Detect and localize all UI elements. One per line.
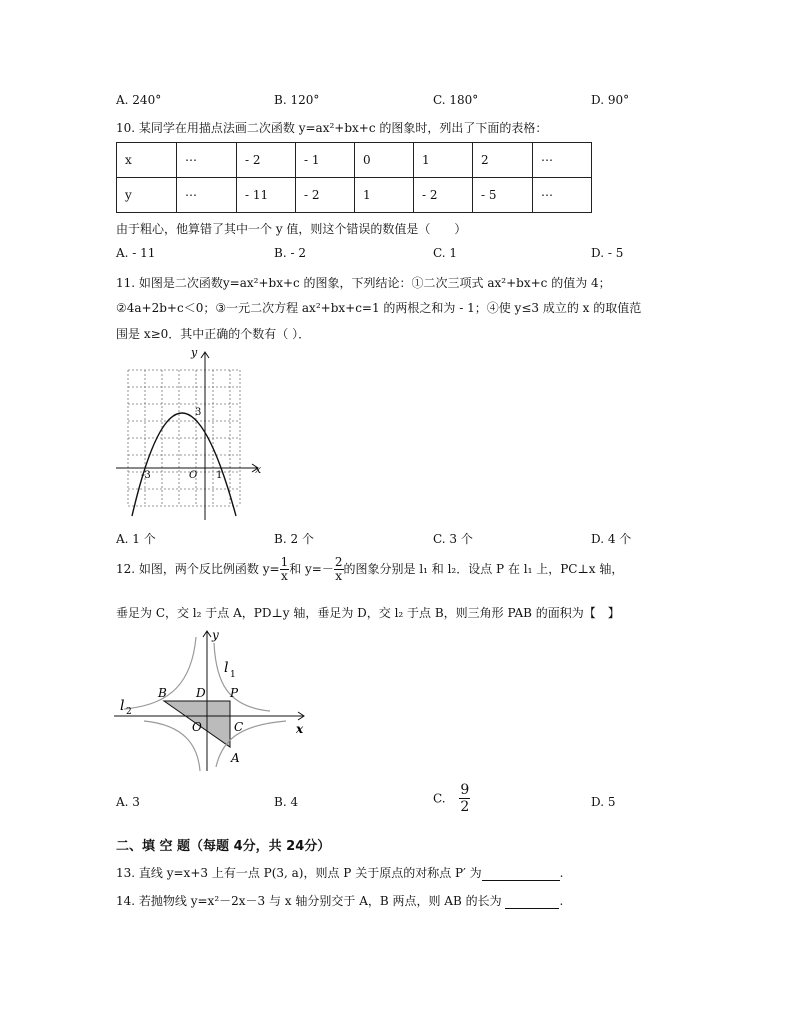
table-cell: 1 <box>355 178 414 213</box>
point-p-label: P <box>230 686 239 700</box>
fraction-denominator: 2 <box>460 799 470 815</box>
q13-text: 13. 直线 y=x+3 上有一点 P(3, a)，则点 P 关于原点的对称点 P′ 为 <box>116 866 482 880</box>
fraction-denominator: x <box>280 569 288 583</box>
table-cell: ⋯ <box>533 143 592 178</box>
q10-note: 由于粗心，他算错了其中一个 y 值，则这个错误的数值是（ ） <box>116 222 467 236</box>
section-2-title: 二、填 空 题（每题 4分，共 24分） <box>116 839 331 854</box>
q9-option-a: A. 240° <box>116 93 162 107</box>
point-b-label: B <box>158 686 167 700</box>
q10-option-d: D. - 5 <box>591 246 624 260</box>
q10-option-a: A. - 11 <box>116 246 156 260</box>
origin-label: O <box>192 720 202 734</box>
table-cell: 1 <box>414 143 473 178</box>
fraction-9-over-2 <box>459 782 470 815</box>
table-row <box>117 178 592 213</box>
q11-line-2: ②4a+2b+c＜0；③一元二次方程 ax²+bx+c=1 的两根之和为 - 1；④使 y≤3 成立的 x 的取值范 <box>116 301 642 315</box>
table-cell: y <box>117 178 177 213</box>
q12-hyperbola-graph <box>112 625 312 775</box>
q11-line-3: 围是 x≥0．其中正确的个数有（ ）． <box>116 327 311 341</box>
tick-label-neg3: -3 <box>141 470 151 481</box>
q13-line <box>116 864 563 881</box>
q14-end: . <box>559 894 564 908</box>
l2-subscript: 2 <box>126 707 132 717</box>
table-cell: - 2 <box>414 178 473 213</box>
q12-option-b: B. 4 <box>274 795 299 809</box>
q9-option-c: C. 180° <box>433 93 479 107</box>
q9-option-b: B. 120° <box>274 93 320 107</box>
tick-label-1: 1 <box>216 470 223 481</box>
l2-label: l <box>120 698 125 714</box>
table-cell: - 1 <box>296 143 355 178</box>
tick-label-3: 3 <box>195 407 202 418</box>
q12-suffix: 的图象分别是 l₁ 和 l₂．设点 P 在 l₁ 上，PC⊥x 轴， <box>343 562 624 576</box>
l1-subscript: 1 <box>230 670 236 680</box>
table-cell: x <box>117 143 177 178</box>
q11-option-c: C. 3 个 <box>433 532 473 546</box>
q10-option-b: B. - 2 <box>274 246 306 260</box>
fraction-2-over-x <box>334 556 344 583</box>
q12-option-c <box>433 782 470 815</box>
q10-stem: 10. 某同学在用描点法画二次函数 y=ax²+bx+c 的图象时，列出了下面的表格： <box>116 121 548 135</box>
table-cell: ⋯ <box>177 143 237 178</box>
q12-line-2: 垂足为 C，交 l₂ 于点 A，PD⊥y 轴，垂足为 D，交 l₂ 于点 B，则三角形 PAB 的面积为【 】 <box>116 606 620 620</box>
table-cell: 0 <box>355 143 414 178</box>
table-cell: - 2 <box>296 178 355 213</box>
fraction-numerator: 9 <box>460 782 470 798</box>
origin-label: O <box>189 470 198 481</box>
q12-prefix: 12. 如图，两个反比例函数 y= <box>116 562 280 576</box>
q13-answer-blank[interactable] <box>482 866 560 881</box>
table-row <box>117 143 592 178</box>
q12-option-d: D. 5 <box>591 795 616 809</box>
table-cell: ⋯ <box>177 178 237 213</box>
table-cell: 2 <box>473 143 533 178</box>
y-axis-label: y <box>191 346 198 359</box>
table-cell: ⋯ <box>533 178 592 213</box>
q11-option-a: A. 1 个 <box>116 532 156 546</box>
q12-option-a: A. 3 <box>116 795 140 809</box>
point-d-label: D <box>196 686 206 700</box>
fraction-numerator: 1 <box>280 555 289 569</box>
q11-line-1: 11. 如图是二次函数y=ax²+bx+c 的图象，下列结论：①二次三项式 ax²+bx+c 的值为 4； <box>116 276 611 290</box>
point-c-label: C <box>234 720 244 734</box>
q11-option-b: B. 2 个 <box>274 532 314 546</box>
q11-option-d: D. 4 个 <box>591 532 632 546</box>
grid <box>128 370 240 506</box>
fraction-numerator: 2 <box>334 555 343 569</box>
q10-value-table <box>116 142 592 213</box>
x-axis-label: x <box>296 722 304 736</box>
q10-option-c: C. 1 <box>433 246 458 260</box>
l1-label: l <box>224 660 229 676</box>
q13-end: . <box>559 866 564 880</box>
q9-option-d: D. 90° <box>591 93 630 107</box>
q14-answer-blank[interactable] <box>505 894 559 909</box>
x-axis-label: x <box>255 463 262 476</box>
table-cell: - 2 <box>237 143 296 178</box>
q14-text: 14. 若抛物线 y=x²－2x－3 与 x 轴分别交于 A，B 两点，则 AB 的长为 <box>116 894 502 908</box>
q12-line-1 <box>116 556 623 583</box>
fraction-1-over-x <box>280 556 290 583</box>
table-cell: - 5 <box>473 178 533 213</box>
q12-mid: 和 y=－ <box>289 562 334 576</box>
point-a-label: A <box>231 751 240 765</box>
fraction-denominator: x <box>335 569 343 583</box>
q14-line <box>116 892 563 909</box>
q11-parabola-graph <box>112 344 272 524</box>
table-cell: - 11 <box>237 178 296 213</box>
parabola-curve <box>132 413 236 516</box>
option-c-prefix: C. <box>433 791 446 806</box>
y-axis-label: y <box>212 628 219 642</box>
